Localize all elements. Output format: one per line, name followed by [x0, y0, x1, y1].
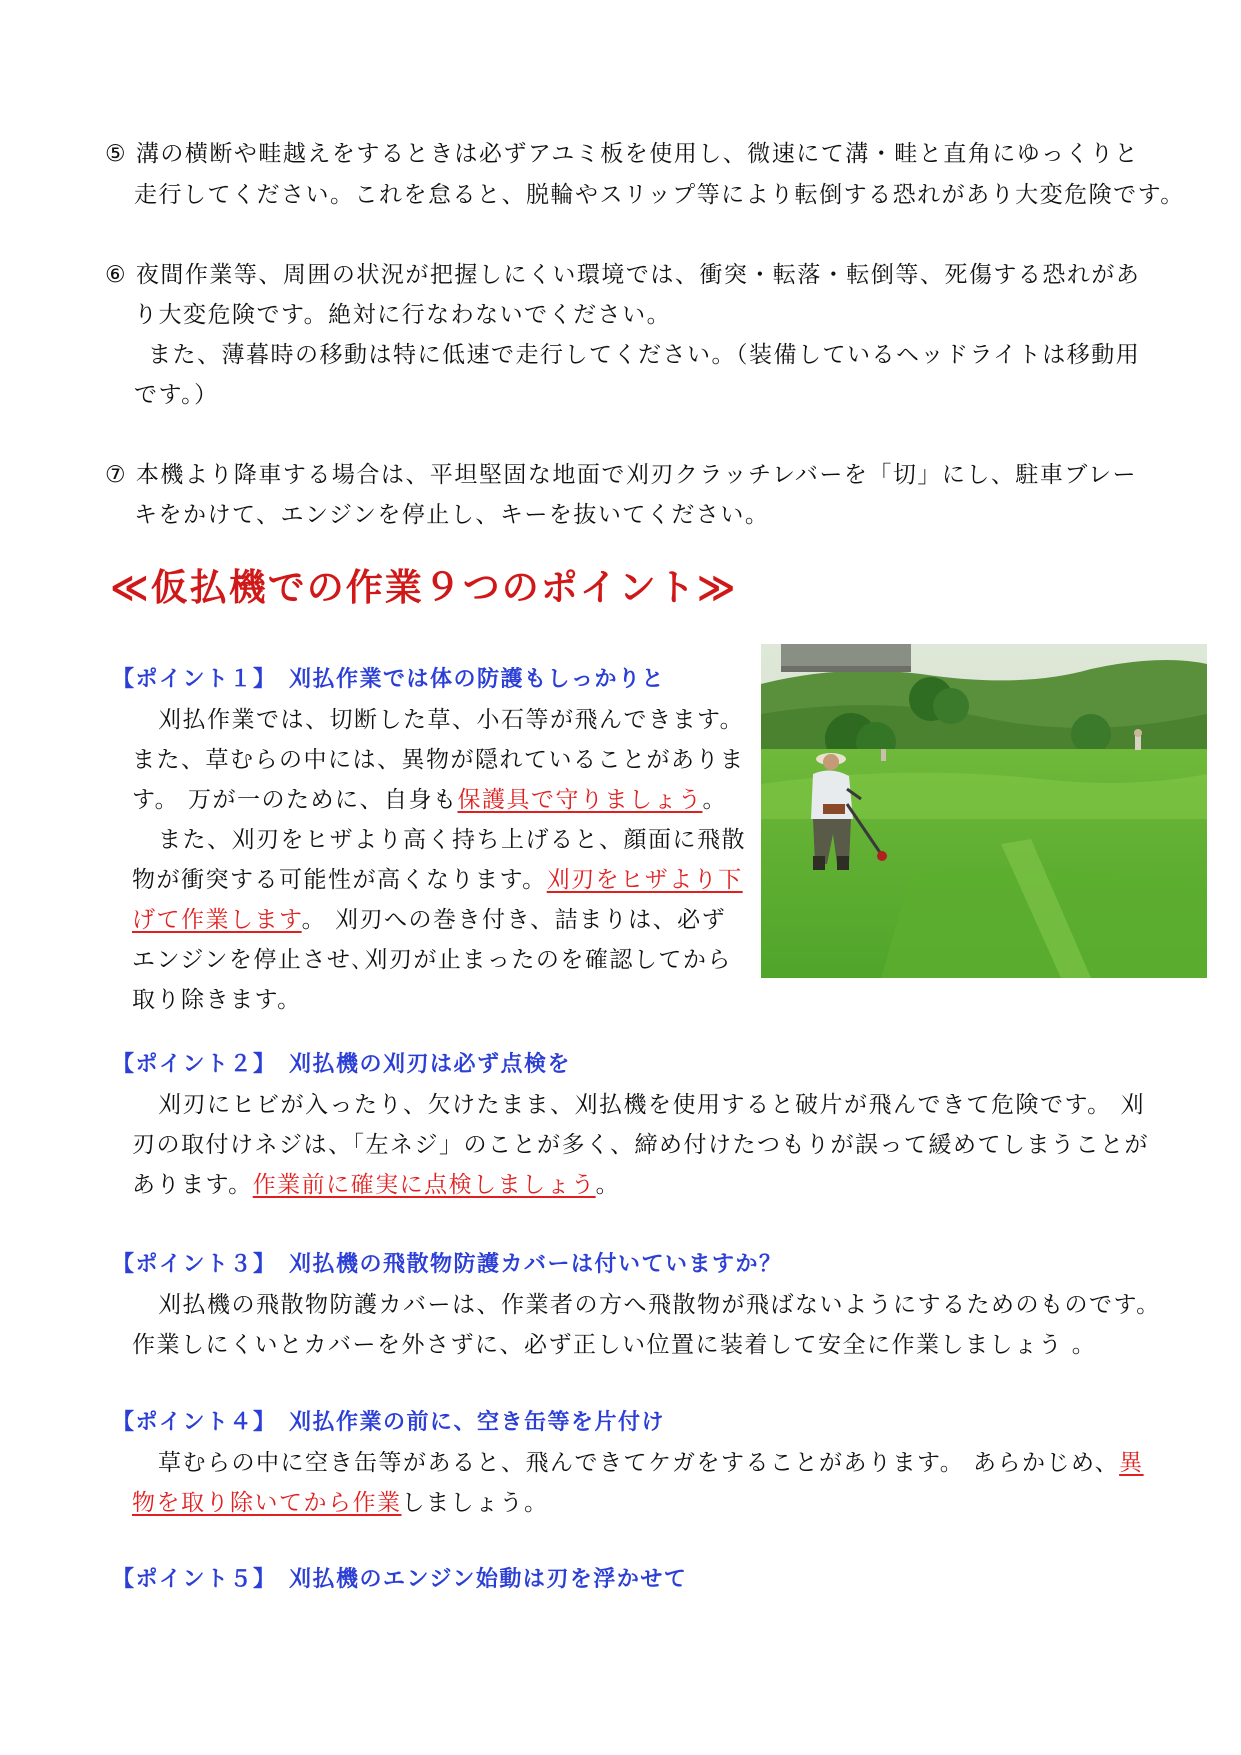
point1-line2: また、草むらの中には、異物が隠れていることがありま [132, 747, 745, 773]
point1-line5 [132, 865, 743, 895]
point2-line3-end: 。 [595, 1172, 621, 1198]
point1-emphasis-blade-below-knee-cont: げて作業します [132, 907, 302, 933]
grass-cutting-photo [761, 644, 1207, 978]
point1-emphasis-protective-gear: 保護具で守りましょう [457, 787, 703, 813]
point4-line2-text: しましょう。 [401, 1490, 549, 1516]
point1-heading: 【ポイント１】 刈払作業では体の防護もしっかりと [112, 667, 666, 692]
point4-emphasis-remove: 異 [1119, 1450, 1144, 1476]
point4-line1 [158, 1448, 1144, 1478]
point1-line1: 刈払作業では、切断した草、小石等が飛んできます。 [158, 707, 745, 733]
point1-line3-end: 。 [702, 787, 727, 813]
point5-heading: 【ポイント５】 刈払機のエンジン始動は刃を浮かせて [112, 1567, 688, 1592]
section-title: ≪仮払機での作業９つのポイント≫ [110, 566, 738, 609]
point1-line3-text: す。 万が一のために、自身も [132, 787, 458, 813]
item6-line4: です。） [134, 382, 219, 408]
point4-emphasis-remove-cont: 物を取り除いてから作業 [132, 1490, 402, 1516]
point1-line8: 取り除きます。 [132, 987, 302, 1013]
point4-line2 [132, 1488, 549, 1518]
point1-line6-text: 。 刈刃への巻き付き、詰まりは、必ず [301, 907, 727, 933]
item5-line2: 走行してください。これを怠ると、脱輪やスリップ等により転倒する恐れがあり大変危険です。 [134, 182, 1185, 208]
point2-line3 [132, 1170, 620, 1200]
point4-line1-text: 草むらの中に空き缶等があると、飛んできてケガをすることがあります。 あらかじめ、 [158, 1450, 1120, 1476]
point3-heading: 【ポイント３】 刈払機の飛散物防護カバーは付いていますか？ [112, 1252, 783, 1277]
point3-line1: 刈払機の飛散物防護カバーは、作業者の方へ飛散物が飛ばないようにするためのものです。 [158, 1292, 1161, 1318]
item6-line2: り大変危険です。絶対に行なわないでください。 [134, 302, 672, 328]
point2-heading: 【ポイント２】 刈払機の刈刃は必ず点検を [112, 1052, 572, 1077]
item5-line1: ⑤ 溝の横断や畦越えをするときは必ずアユミ板を使用し、微速にて溝・畦と直角にゆっくりと [105, 141, 1140, 167]
point2-line1: 刈刃にヒビが入ったり、欠けたまま、刈払機を使用すると破片が飛んできて危険です。 刈 [158, 1092, 1145, 1118]
point1-emphasis-blade-below-knee: 刈刃をヒザより下 [546, 867, 743, 893]
point1-line7: エンジンを停止させ､刈刃が止まったのを確認してから [132, 947, 732, 973]
point1-line3 [132, 785, 727, 815]
item7-line2: キをかけて、エンジンを停止し、キーを抜いてください。 [134, 502, 770, 528]
point1-line5-text: 物が衝突する可能性が高くなります。 [132, 867, 547, 893]
item7-line1: ⑦ 本機より降車する場合は、平坦堅固な地面で刈刃クラッチレバーを「切」にし、駐車ブレー [105, 462, 1137, 488]
point4-heading: 【ポイント４】 刈払作業の前に、空き缶等を片付け [112, 1410, 666, 1435]
point1-line6 [132, 905, 726, 935]
point2-line3-text: あります。 [132, 1172, 253, 1198]
point2-line2: 刃の取付けネジは、「左ネジ」のことが多く、締め付けたつもりが誤って緩めてしまうことが [132, 1132, 1150, 1158]
point2-emphasis-inspect: 作業前に確実に点検しましょう [252, 1172, 596, 1198]
item6-line3: また、薄暮時の移動は特に低速で走行してください。（装備しているヘッドライトは移動用 [148, 342, 1141, 368]
point3-line2: 作業しにくいとカバーを外さずに、必ず正しい位置に装着して安全に作業しましょう 。 [132, 1332, 1097, 1358]
item6-line1: ⑥ 夜間作業等、周囲の状況が把握しにくい環境では、衝突・転落・転倒等、死傷する恐れがあ [105, 262, 1141, 288]
point1-line4: また、刈刃をヒザより高く持ち上げると、顔面に飛散 [158, 827, 746, 853]
